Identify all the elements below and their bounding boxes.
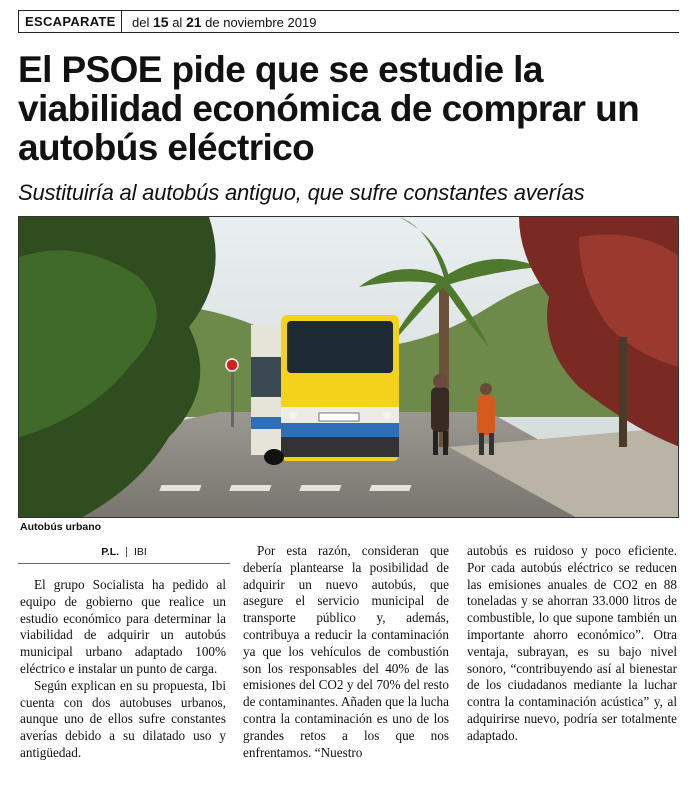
article-photo: [18, 216, 679, 518]
article-column-1: [20, 577, 226, 762]
subtitle: Sustituiría al autobús antiguo, que sufre constantes averías: [18, 180, 585, 205]
byline-separator: [126, 547, 127, 557]
date-end: 21: [185, 13, 202, 30]
paragraph: El grupo Socialista ha pedido al equipo de gobierno que realice un estudio económico para determinar la viabilidad de adquirir un autobús municipal urbano adaptado 100% eléctrico e instalar un punto de carga.: [20, 577, 226, 676]
bus-photo-illustration: [19, 217, 679, 518]
byline-author: P.L.: [101, 546, 120, 558]
paragraph: autobús es ruidoso y poco eficiente. Por cada autobús eléctrico se reducen las emisiones anuales de CO2 en 88 toneladas y se ahorran 33.000 litros de combustible, lo que supone también un importante ahorro económico”. Otra ventaja, subrayan, es su bajo nivel sonoro, “contribuyendo así al bienestar de los ciudadanos mediante la luchar contra la contaminación acústica” y, al adquirirse nuevo, podría ser totalmente adaptado.: [467, 543, 677, 743]
photo-caption: Autobús urbano: [20, 521, 102, 533]
issue-header: [18, 10, 679, 33]
bus: [251, 315, 399, 465]
byline-location: IBI: [133, 546, 147, 558]
article-column-3: [467, 543, 677, 745]
section-label: ESCAPARATE: [19, 11, 122, 32]
date-start: 15: [152, 13, 169, 30]
issue-date: [122, 14, 316, 30]
date-mid: al: [172, 14, 183, 30]
article-column-2: [243, 543, 449, 761]
date-prefix: del: [132, 14, 150, 30]
byline: [18, 546, 230, 558]
paragraph: Por esta razón, consideran que debería plantearse la posibilidad de adquirir un nuevo autobús, que asegure el servicio municipal de transporte público y, además, contribuya a reducir la contaminación ya que los vehículos de combustión son los responsables del 40% de las emisiones del CO2 y del 70% del resto de contaminantes. Añaden que la lucha contra la contaminación es uno de los grandes retos a los que nos enfrentamos. “Nuestro: [243, 543, 449, 760]
paragraph: Según explican en su propuesta, Ibi cuenta con dos autobuses urbanos, aunque uno de ellos sufre constantes averías debido a su dilatado uso y antigüedad.: [20, 677, 226, 760]
headline: El PSOE pide que se estudie la viabilidad económica de comprar un autobús eléctrico: [18, 49, 640, 168]
byline-rule: [18, 563, 230, 564]
date-suffix: de noviembre 2019: [205, 14, 317, 30]
